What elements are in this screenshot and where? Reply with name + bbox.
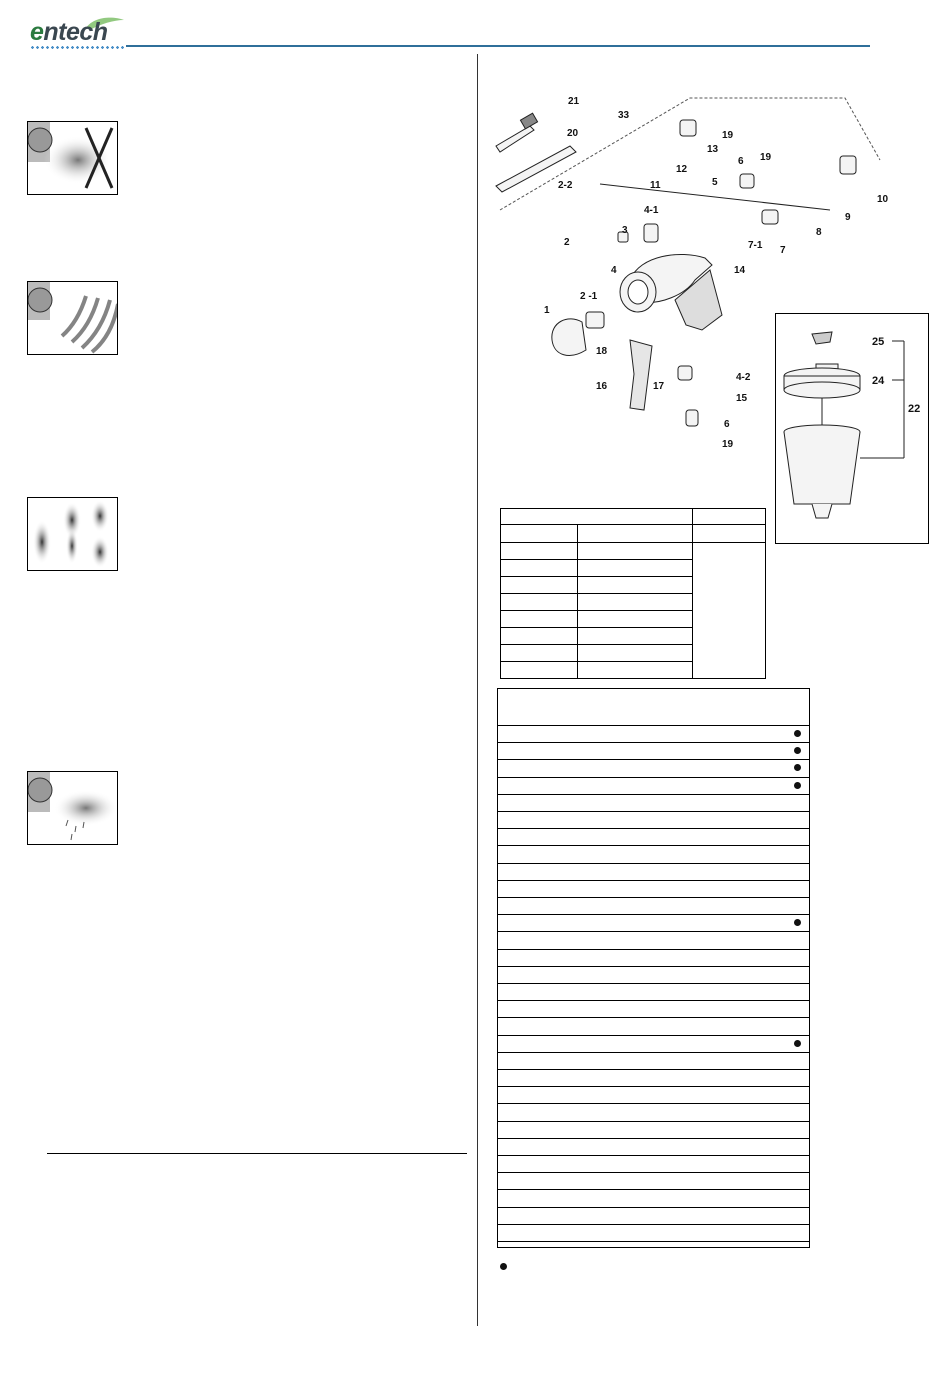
callout-label: 3 <box>622 225 628 236</box>
table-row-line <box>498 1189 809 1190</box>
header-rule <box>126 45 870 47</box>
table-row-line <box>498 845 809 846</box>
callout-label: 10 <box>877 194 889 205</box>
thumb-incorrect-spray <box>27 121 118 195</box>
callout-label: 7 <box>780 245 786 256</box>
table-row-line <box>498 742 809 743</box>
table-row-line <box>498 1086 809 1087</box>
cup-detail-box <box>775 313 929 544</box>
table-row-line <box>498 1000 809 1001</box>
table-row-line <box>498 777 809 778</box>
callout-label: 7-1 <box>748 240 763 251</box>
table-row-line <box>498 1017 809 1018</box>
table-row-line <box>498 1172 809 1173</box>
table-row-line <box>498 880 809 881</box>
table-row-line <box>498 1052 809 1053</box>
callout-label: 15 <box>736 393 748 404</box>
table-row-line <box>498 949 809 950</box>
callout-label: 2 <box>564 237 570 248</box>
wear-part-marker <box>794 782 801 789</box>
callout-label: 9 <box>845 212 851 223</box>
callout-label: 12 <box>676 164 688 175</box>
wear-part-marker <box>794 730 801 737</box>
wear-part-marker <box>794 1040 801 1047</box>
table-row-line <box>498 1121 809 1122</box>
table-row-line <box>498 1241 809 1242</box>
wear-part-marker <box>794 919 801 926</box>
wear-part-marker <box>794 747 801 754</box>
callout-label: 19 <box>760 152 772 163</box>
thumb-spray-patterns <box>27 497 118 571</box>
table-row-line <box>498 1224 809 1225</box>
table-row-line <box>498 1138 809 1139</box>
header-dots <box>30 46 126 49</box>
table-row-line <box>498 863 809 864</box>
callout-label: 2-2 <box>558 180 573 191</box>
wear-part-marker <box>794 764 801 771</box>
column-divider <box>477 54 478 1326</box>
thumb-spray-drips <box>27 771 118 845</box>
table-row-line <box>498 759 809 760</box>
callout-label: 19 <box>722 130 734 141</box>
callout-label: 2 -1 <box>580 291 598 302</box>
callout-label: 6 <box>724 419 730 430</box>
callout-label: 4-2 <box>736 372 751 383</box>
table-row-line <box>498 725 809 726</box>
callout-25: 25 <box>872 336 885 348</box>
callout-label: 5 <box>712 177 718 188</box>
callout-label: 14 <box>734 265 746 276</box>
legend-dot <box>500 1263 507 1270</box>
callout-label: 4 <box>611 265 617 276</box>
table-row-line <box>498 966 809 967</box>
table-row-line <box>498 1103 809 1104</box>
thumb-spray-waves <box>27 281 118 355</box>
spec-table <box>500 508 766 679</box>
table-row-line <box>498 1155 809 1156</box>
callout-label: 21 <box>568 96 580 107</box>
parts-list-table <box>497 688 810 1248</box>
table-row-line <box>498 828 809 829</box>
table-row-line <box>498 983 809 984</box>
logo-text: entech <box>30 18 108 46</box>
callout-label: 4-1 <box>644 205 659 216</box>
table-row-line <box>498 931 809 932</box>
table-row-line <box>498 1035 809 1036</box>
callout-label: 20 <box>567 128 579 139</box>
callout-label: 18 <box>596 346 608 357</box>
callout-label: 33 <box>618 110 630 121</box>
footnote-rule <box>47 1153 467 1154</box>
callout-label: 13 <box>707 144 719 155</box>
table-row-line <box>498 794 809 795</box>
callout-label: 1 <box>544 305 550 316</box>
table-row-line <box>498 897 809 898</box>
callout-label: 16 <box>596 381 608 392</box>
callout-24: 24 <box>872 375 885 387</box>
callout-label: 6 <box>738 156 744 167</box>
callout-label: 11 <box>650 180 661 191</box>
table-row-line <box>498 914 809 915</box>
callout-22: 22 <box>908 403 921 415</box>
callout-label: 8 <box>816 227 822 238</box>
callout-label: 17 <box>653 381 665 392</box>
table-row-line <box>498 1207 809 1208</box>
callout-label: 19 <box>722 439 734 450</box>
table-row-line <box>498 811 809 812</box>
table-row-line <box>498 1069 809 1070</box>
